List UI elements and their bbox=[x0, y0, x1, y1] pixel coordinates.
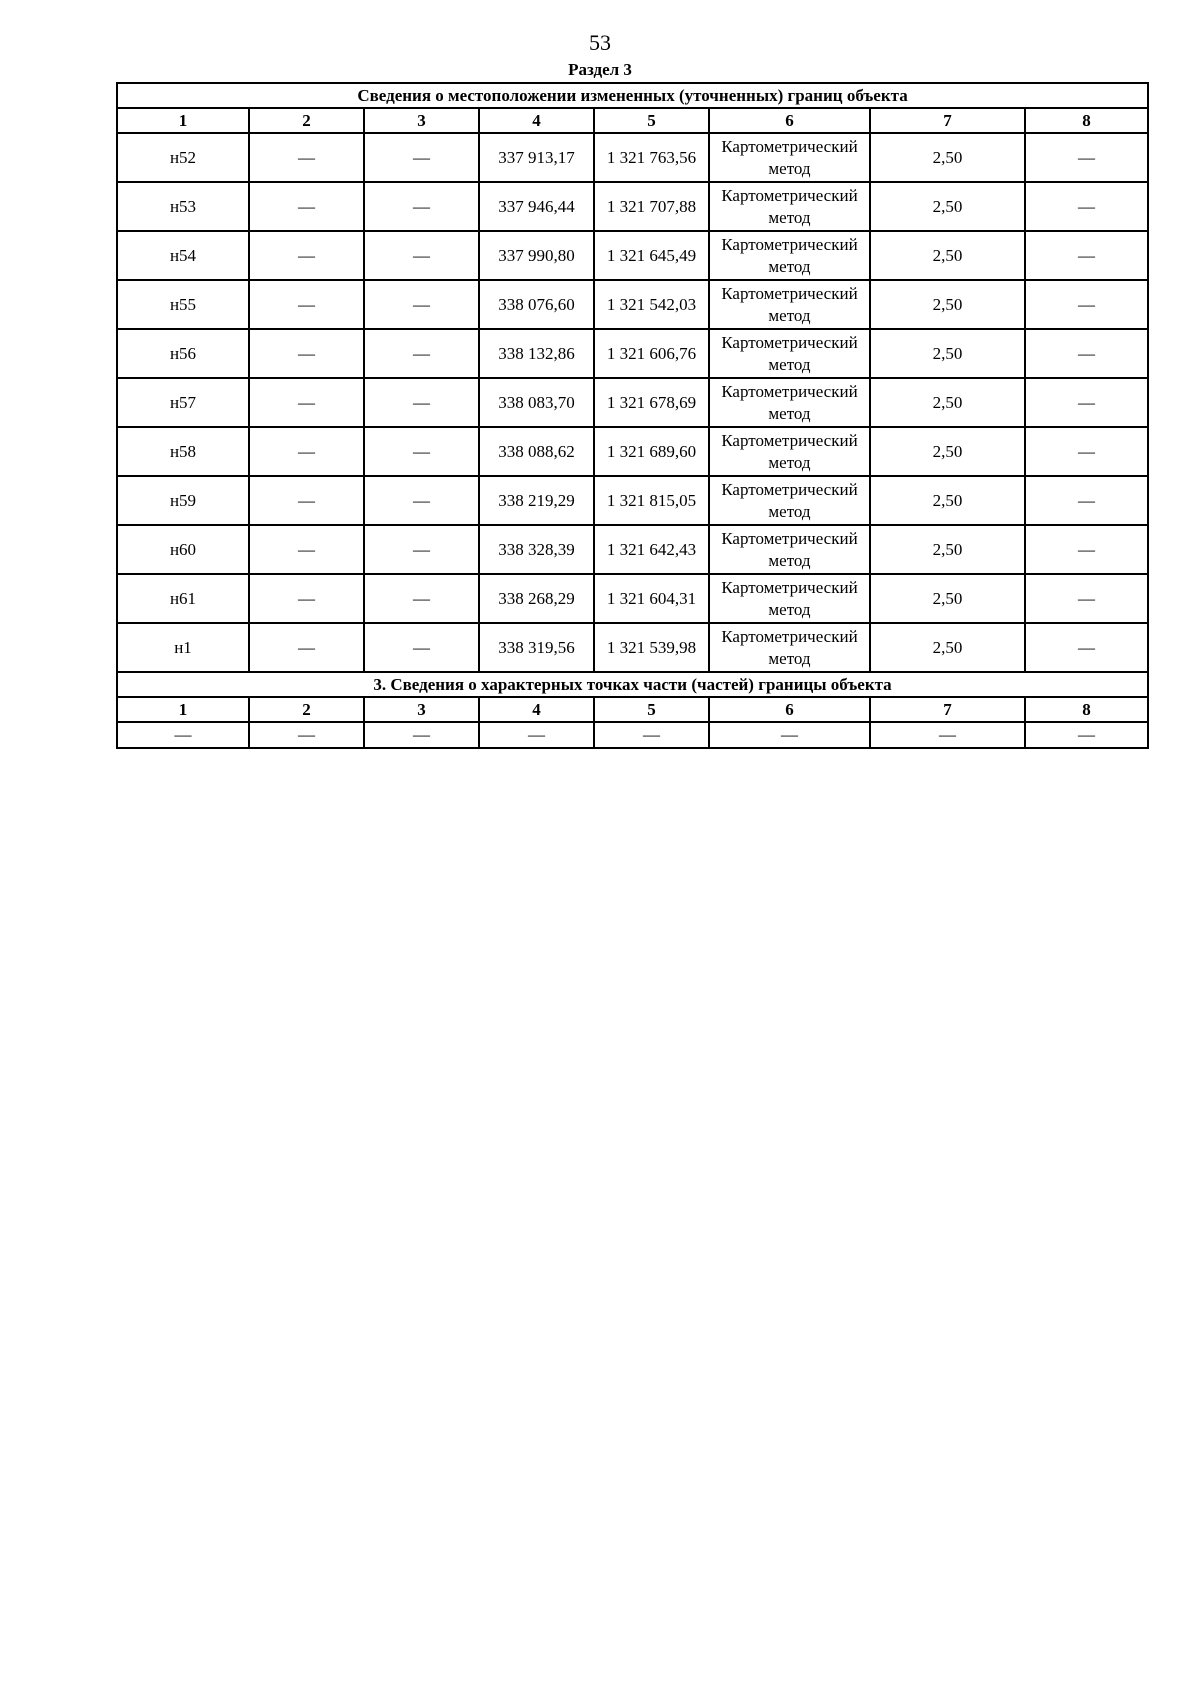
table-row bbox=[117, 623, 1148, 672]
method-cell: Картометрический метод bbox=[709, 427, 870, 476]
section-title: Раздел 3 bbox=[568, 60, 632, 79]
old-y-cell: — bbox=[364, 133, 479, 182]
old-x-cell: — bbox=[249, 133, 364, 182]
column-number-5: 5 bbox=[594, 108, 709, 133]
column-number-7: 7 bbox=[870, 108, 1025, 133]
parts-cell-5: — bbox=[594, 722, 709, 748]
old-x-cell: — bbox=[249, 329, 364, 378]
x-coordinate-cell: 338 328,39 bbox=[479, 525, 594, 574]
old-y-cell: — bbox=[364, 574, 479, 623]
column-number-row bbox=[117, 697, 1148, 722]
parts-cell-8: — bbox=[1025, 722, 1148, 748]
column-number-5: 5 bbox=[594, 697, 709, 722]
point-name-cell: н1 bbox=[117, 623, 249, 672]
y-coordinate-cell: 1 321 606,76 bbox=[594, 329, 709, 378]
parts-cell-3: — bbox=[364, 722, 479, 748]
point-name-cell: н56 bbox=[117, 329, 249, 378]
parts-cell-6: — bbox=[709, 722, 870, 748]
point-name-cell: н57 bbox=[117, 378, 249, 427]
table-row bbox=[117, 574, 1148, 623]
old-y-cell: — bbox=[364, 525, 479, 574]
y-coordinate-cell: 1 321 815,05 bbox=[594, 476, 709, 525]
description-cell: — bbox=[1025, 427, 1148, 476]
method-cell: Картометрический метод bbox=[709, 525, 870, 574]
parts-table-caption bbox=[117, 672, 1148, 697]
old-x-cell: — bbox=[249, 280, 364, 329]
accuracy-cell: 2,50 bbox=[870, 133, 1025, 182]
x-coordinate-cell: 338 319,56 bbox=[479, 623, 594, 672]
x-coordinate-cell: 337 990,80 bbox=[479, 231, 594, 280]
parts-cell-4: — bbox=[479, 722, 594, 748]
table-row bbox=[117, 427, 1148, 476]
column-number-7: 7 bbox=[870, 697, 1025, 722]
column-number-8: 8 bbox=[1025, 108, 1148, 133]
x-coordinate-cell: 337 946,44 bbox=[479, 182, 594, 231]
old-x-cell: — bbox=[249, 476, 364, 525]
y-coordinate-cell: 1 321 763,56 bbox=[594, 133, 709, 182]
description-cell: — bbox=[1025, 378, 1148, 427]
description-cell: — bbox=[1025, 476, 1148, 525]
method-cell: Картометрический метод bbox=[709, 182, 870, 231]
method-cell: Картометрический метод bbox=[709, 378, 870, 427]
old-x-cell: — bbox=[249, 574, 364, 623]
point-name-cell: н55 bbox=[117, 280, 249, 329]
accuracy-cell: 2,50 bbox=[870, 574, 1025, 623]
method-cell: Картометрический метод bbox=[709, 280, 870, 329]
old-x-cell: — bbox=[249, 182, 364, 231]
method-cell: Картометрический метод bbox=[709, 231, 870, 280]
table-caption bbox=[117, 83, 1148, 108]
column-number-1: 1 bbox=[117, 108, 249, 133]
parts-cell-2: — bbox=[249, 722, 364, 748]
parts-cell-1: — bbox=[117, 722, 249, 748]
old-y-cell: — bbox=[364, 623, 479, 672]
table-row bbox=[117, 722, 1148, 748]
accuracy-cell: 2,50 bbox=[870, 623, 1025, 672]
x-coordinate-cell: 338 219,29 bbox=[479, 476, 594, 525]
accuracy-cell: 2,50 bbox=[870, 280, 1025, 329]
point-name-cell: н58 bbox=[117, 427, 249, 476]
y-coordinate-cell: 1 321 542,03 bbox=[594, 280, 709, 329]
old-x-cell: — bbox=[249, 231, 364, 280]
accuracy-cell: 2,50 bbox=[870, 378, 1025, 427]
method-cell: Картометрический метод bbox=[709, 329, 870, 378]
point-name-cell: н60 bbox=[117, 525, 249, 574]
description-cell: — bbox=[1025, 182, 1148, 231]
y-coordinate-cell: 1 321 707,88 bbox=[594, 182, 709, 231]
table-row bbox=[117, 476, 1148, 525]
column-number-2: 2 bbox=[249, 108, 364, 133]
y-coordinate-cell: 1 321 678,69 bbox=[594, 378, 709, 427]
column-number-8: 8 bbox=[1025, 697, 1148, 722]
point-name-cell: н53 bbox=[117, 182, 249, 231]
table-caption-cell: Сведения о местоположении измененных (уточненных) границ объекта bbox=[117, 83, 1148, 108]
old-y-cell: — bbox=[364, 280, 479, 329]
y-coordinate-cell: 1 321 689,60 bbox=[594, 427, 709, 476]
table-row bbox=[117, 378, 1148, 427]
y-coordinate-cell: 1 321 604,31 bbox=[594, 574, 709, 623]
point-name-cell: н52 bbox=[117, 133, 249, 182]
page-number: 53 bbox=[589, 30, 611, 55]
description-cell: — bbox=[1025, 623, 1148, 672]
old-y-cell: — bbox=[364, 182, 479, 231]
description-cell: — bbox=[1025, 525, 1148, 574]
point-name-cell: н54 bbox=[117, 231, 249, 280]
accuracy-cell: 2,50 bbox=[870, 329, 1025, 378]
table-row bbox=[117, 133, 1148, 182]
table-row bbox=[117, 182, 1148, 231]
x-coordinate-cell: 338 132,86 bbox=[479, 329, 594, 378]
old-y-cell: — bbox=[364, 378, 479, 427]
method-cell: Картометрический метод bbox=[709, 574, 870, 623]
column-number-3: 3 bbox=[364, 697, 479, 722]
table-body bbox=[117, 83, 1148, 748]
old-x-cell: — bbox=[249, 525, 364, 574]
table-row bbox=[117, 525, 1148, 574]
old-y-cell: — bbox=[364, 329, 479, 378]
old-y-cell: — bbox=[364, 476, 479, 525]
old-y-cell: — bbox=[364, 427, 479, 476]
description-cell: — bbox=[1025, 574, 1148, 623]
table-row bbox=[117, 280, 1148, 329]
column-number-1: 1 bbox=[117, 697, 249, 722]
x-coordinate-cell: 338 076,60 bbox=[479, 280, 594, 329]
point-name-cell: н59 bbox=[117, 476, 249, 525]
column-number-2: 2 bbox=[249, 697, 364, 722]
y-coordinate-cell: 1 321 645,49 bbox=[594, 231, 709, 280]
method-cell: Картометрический метод bbox=[709, 623, 870, 672]
point-name-cell: н61 bbox=[117, 574, 249, 623]
column-number-6: 6 bbox=[709, 108, 870, 133]
x-coordinate-cell: 337 913,17 bbox=[479, 133, 594, 182]
y-coordinate-cell: 1 321 642,43 bbox=[594, 525, 709, 574]
x-coordinate-cell: 338 268,29 bbox=[479, 574, 594, 623]
y-coordinate-cell: 1 321 539,98 bbox=[594, 623, 709, 672]
method-cell: Картометрический метод bbox=[709, 133, 870, 182]
description-cell: — bbox=[1025, 231, 1148, 280]
old-x-cell: — bbox=[249, 378, 364, 427]
column-number-row bbox=[117, 108, 1148, 133]
description-cell: — bbox=[1025, 329, 1148, 378]
column-number-3: 3 bbox=[364, 108, 479, 133]
description-cell: — bbox=[1025, 280, 1148, 329]
x-coordinate-cell: 338 083,70 bbox=[479, 378, 594, 427]
old-x-cell: — bbox=[249, 427, 364, 476]
column-number-6: 6 bbox=[709, 697, 870, 722]
description-cell: — bbox=[1025, 133, 1148, 182]
column-number-4: 4 bbox=[479, 108, 594, 133]
table-row bbox=[117, 329, 1148, 378]
boundary-coordinates-table bbox=[116, 82, 1149, 749]
x-coordinate-cell: 338 088,62 bbox=[479, 427, 594, 476]
old-y-cell: — bbox=[364, 231, 479, 280]
accuracy-cell: 2,50 bbox=[870, 427, 1025, 476]
column-number-4: 4 bbox=[479, 697, 594, 722]
old-x-cell: — bbox=[249, 623, 364, 672]
table-row bbox=[117, 231, 1148, 280]
accuracy-cell: 2,50 bbox=[870, 231, 1025, 280]
parts-cell-7: — bbox=[870, 722, 1025, 748]
method-cell: Картометрический метод bbox=[709, 476, 870, 525]
accuracy-cell: 2,50 bbox=[870, 182, 1025, 231]
accuracy-cell: 2,50 bbox=[870, 525, 1025, 574]
parts-table-caption-cell: 3. Сведения о характерных точках части (частей) границы объекта bbox=[117, 672, 1148, 697]
accuracy-cell: 2,50 bbox=[870, 476, 1025, 525]
